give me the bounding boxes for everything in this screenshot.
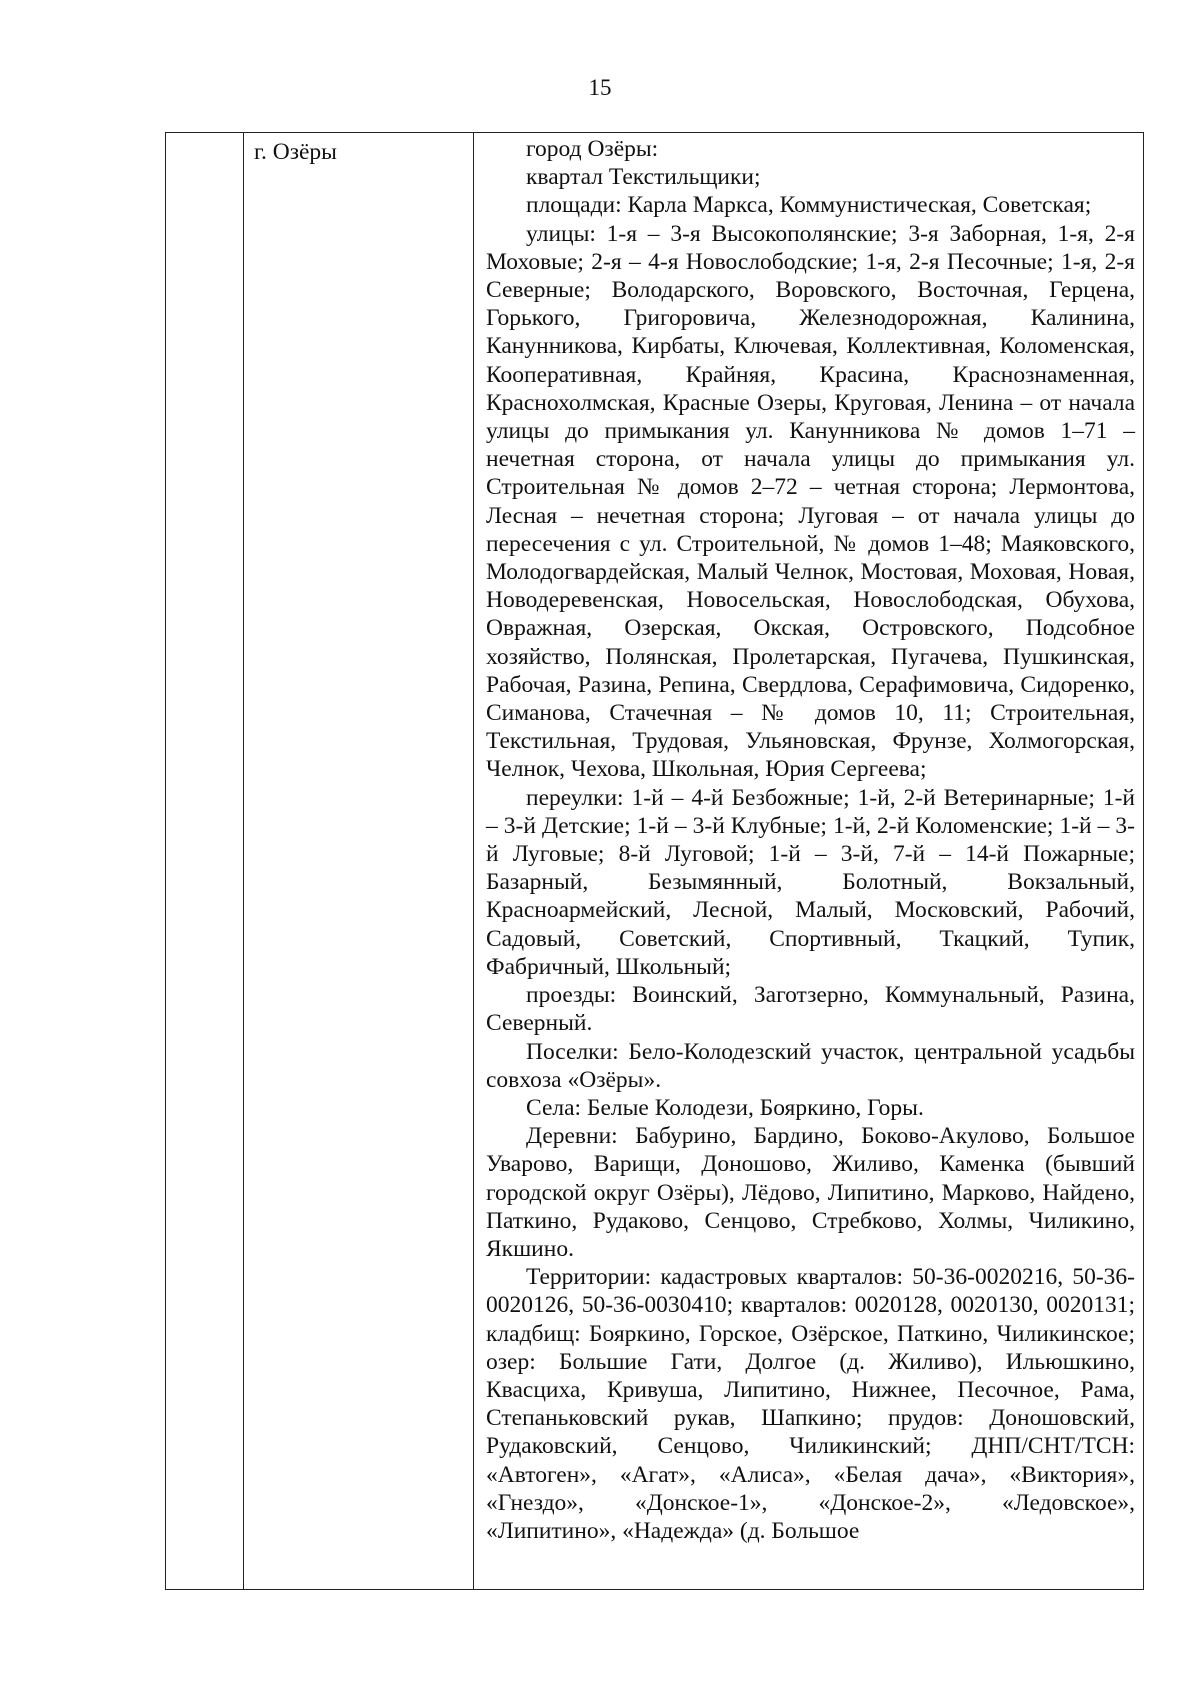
paragraph-villages: Села: Белые Колодези, Бояркино, Горы. [526,1094,924,1121]
settlement-list-cell [474,133,1144,1590]
paragraph-territories: Территории: кадастровых кварталов: 50-36-0020216, 50-36-0020126, 50-36-0030410; кварталов: 0020128, 0020130, 0020131; кладбищ: Бояркино, Горское, Озёрское, Паткино, Чиликинское; озер: Большие Гати, Долгое (д. Жиливо), Ильюшкино, Квасциха, Кривуша, Липитино, Нижнее, Песочное, Рама, Степаньковский рукав, Шапкино; прудов: Доношовский, Рудаковский, Сенцово, Чиликинский; ДНП/СНТ/ТСН: «Автоген», «Агат», «Алиса», «Белая дача», «Виктория», «Гнездо», «Донское-1», «Донское-2», «Ледовское», «Липитино», «Надежда» (д. Большое [486,1264,1135,1544]
municipality-name-cell: г. Озёры [244,133,474,1590]
paragraph-city: город Озёры: [526,136,659,162]
table-row [166,133,1144,1590]
paragraph-squares: площади: Карла Маркса, Коммунистическая, Советская; [526,192,1092,219]
settlement-table [165,132,1144,1590]
paragraph-settlements: Поселки: Бело-Колодезский участок, центральной усадьбы совхоза «Озёры». [486,1038,1135,1093]
paragraph-lanes: переулки: 1-й – 4-й Безбожные; 1-й, 2-й Ветеринарные; 1-й – 3-й Детские; 1-й – 3-й Клубные; 1-й, 2-й Коломенские; 1-й – 3-й Луговые; 8-й Луговой; 1-й – 3-й, 7-й – 14-й Пожарные; Базарный, Безымянный, Болотный, Вокзальный, Красноармейский, Лесной, Малый, Московский, Рабочий, Садовый, Советский, Спортивный, Ткацкий, Тупик, Фабричный, Школьный; [486,784,1135,980]
paragraph-hamlets: Деревни: Бабурино, Бардино, Боково-Акулово, Большое Уварово, Варищи, Доношово, Жиливо, Каменка (бывший городской округ Озёры), Лёдово, Липитино, Марково, Найдено, Паткино, Рудаково, Сенцово, Стребково, Холмы, Чиликино, Якшино. [486,1123,1135,1262]
index-cell [166,133,244,1590]
page-number: 15 [588,75,612,100]
paragraph-passages: проезды: Воинский, Заготзерно, Коммунальный, Разина, Северный. [486,982,1135,1037]
paragraph-streets: улицы: 1-я – 3-я Высокополянские; 3-я Заборная, 1-я, 2-я Моховые; 2-я – 4-я Новослободские; 1-я, 2-я Песочные; 1-я, 2-я Северные; Володарского, Воровского, Восточная, Герцена, Горького, Григоровича, Железнодорожная, Калинина, Канунникова, Кирбаты, Ключевая, Коллективная, Коломенская, Кооперативная, Крайняя, Красина, Краснознаменная, Краснохолмская, Красные Озеры, Круговая, Ленина – от начала улицы до примыкания ул. Канунникова № домов 1–71 – нечетная сторона, от начала улицы до примыкания ул. Строительная № домов 2–72 – четная сторона; Лермонтова, Лесная – нечетная сторона; Луговая – от начала улицы до пересечения с ул. Строительной, № домов 1–48; Маяковского, Молодогвардейская, Малый Челнок, Мостовая, Моховая, Новая, Новодеревенская, Новосельская, Новослободская, Обухова, Овражная, Озерская, Окская, Островского, Подсобное хозяйство, Полянская, Пролетарская, Пугачева, Пушкинская, Рабочая, Разина, Репина, Свердлова, Серафимовича, Сидоренко, Симанова, Стачечная – № домов 10, 11; Строительная, Текстильная, Трудовая, Ульяновская, Фрунзе, Холмогорская, Челнок, Чехова, Школьная, Юрия Сергеева; [486,220,1135,783]
paragraph-quarter: квартал Текстильщики; [526,164,761,191]
